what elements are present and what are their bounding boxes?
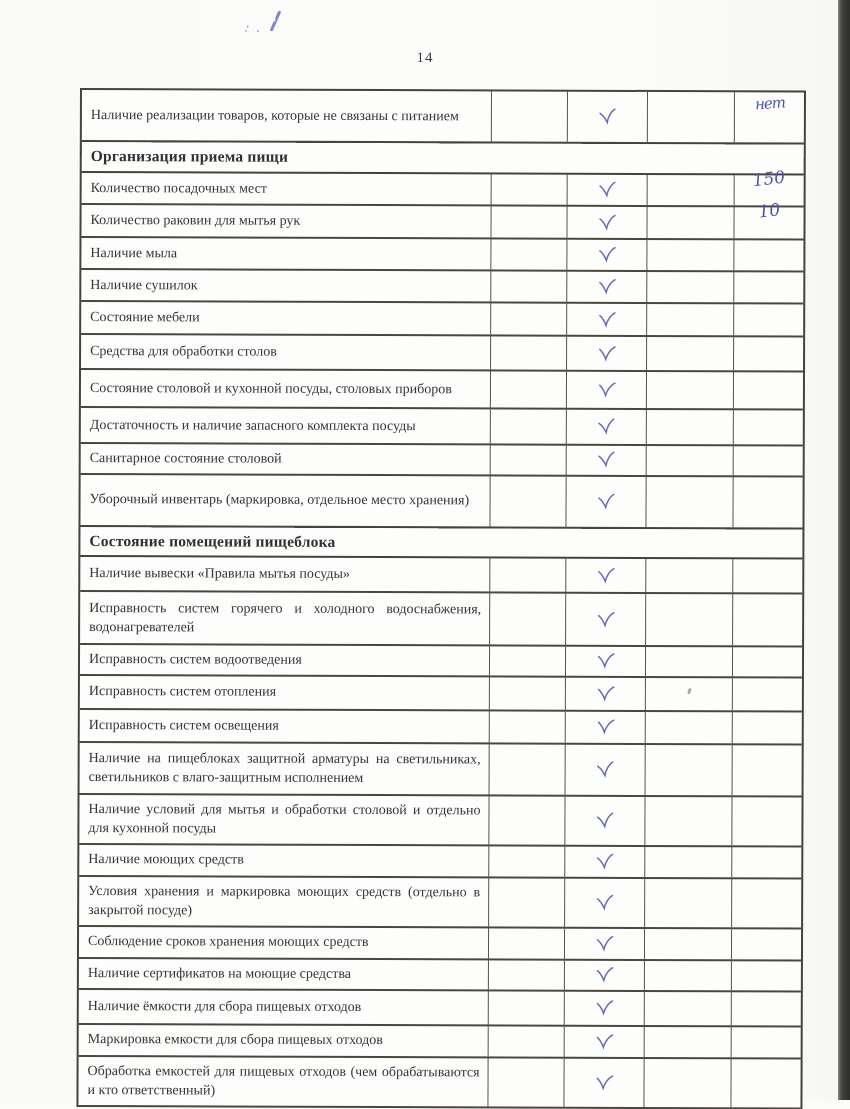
row-label: Исправность систем отопления <box>80 676 490 709</box>
no-cell <box>646 711 733 742</box>
yes-cell <box>491 445 567 474</box>
check-cell <box>566 647 646 676</box>
yes-cell <box>490 646 566 675</box>
section-title: Организация приема пищи <box>90 148 289 166</box>
yes-cell <box>490 558 566 591</box>
value-cell <box>733 647 802 676</box>
yes-cell <box>488 1058 564 1106</box>
handwritten-value: нет <box>753 93 785 114</box>
row-label: Состояние столовой и кухонной посуды, столовых приборов <box>81 370 491 407</box>
checkmark-icon <box>595 1033 614 1050</box>
row-label: Наличие ёмкости для сбора пищевых отходов <box>79 990 489 1024</box>
yes-cell <box>490 677 566 709</box>
checkmark-icon <box>597 418 616 435</box>
value-cell <box>734 240 803 270</box>
no-cell <box>646 559 733 592</box>
row-label: Санитарное состояние столовой <box>81 444 491 474</box>
check-cell <box>565 928 645 958</box>
table-row <box>79 795 801 848</box>
no-cell <box>647 207 734 238</box>
table-row <box>80 743 802 798</box>
value-cell <box>733 745 802 795</box>
no-cell <box>645 878 732 926</box>
yes-cell <box>491 239 567 269</box>
checkmark-icon <box>598 182 616 199</box>
table-row <box>81 238 803 273</box>
checkmark-icon <box>597 345 616 362</box>
value-cell <box>734 446 803 475</box>
inspection-checklist-table <box>76 88 806 1109</box>
checkmark-icon <box>597 311 616 328</box>
row-label: Наличие на пищеблоках защитной арматуры на светильниках, светильников с влаго-защитным исполнением <box>80 743 490 794</box>
check-cell <box>566 677 646 709</box>
handwritten-value: 150 <box>751 167 787 192</box>
yes-cell <box>492 174 568 204</box>
ink-smudge-dots: : · <box>243 19 265 40</box>
checkmark-icon <box>596 611 614 627</box>
scan-speck <box>687 687 692 694</box>
yes-cell <box>491 271 567 301</box>
checkmark-icon <box>596 685 615 702</box>
check-cell <box>566 594 646 645</box>
check-cell <box>567 240 647 270</box>
checkmark-icon <box>596 812 615 829</box>
checkmark-icon <box>596 894 614 910</box>
check-cell <box>567 446 647 475</box>
no-cell <box>646 677 733 709</box>
table-row <box>79 877 801 930</box>
row-label: Достаточность и наличие запасного комплекта посуды <box>81 408 491 443</box>
checkmark-icon <box>598 279 616 295</box>
value-cell <box>734 372 803 408</box>
check-cell <box>565 878 645 926</box>
check-cell <box>566 744 646 794</box>
check-cell <box>567 372 647 408</box>
value-cell <box>733 559 802 592</box>
yes-cell <box>490 744 566 794</box>
check-cell <box>564 1058 644 1106</box>
check-cell <box>566 711 646 742</box>
table-row <box>81 370 803 411</box>
value-cell <box>732 847 801 877</box>
no-cell <box>647 240 734 270</box>
no-cell <box>646 594 733 645</box>
check-cell <box>567 337 647 370</box>
check-cell <box>568 175 648 205</box>
row-label: Средства для обработки столов <box>81 335 491 369</box>
yes-cell <box>490 593 566 644</box>
checkmark-icon <box>598 214 616 230</box>
no-cell <box>648 175 735 205</box>
table-row <box>82 90 804 145</box>
row-label: Наличие моющих средств <box>79 845 489 876</box>
no-cell <box>645 928 732 958</box>
checkmark-icon <box>594 1074 613 1091</box>
checkmark-icon <box>595 967 613 983</box>
value-cell <box>732 797 801 845</box>
checkmark-icon <box>595 999 614 1016</box>
table-row <box>79 927 801 962</box>
scanner-edge-shadow <box>838 0 850 1100</box>
value-cell <box>735 92 804 142</box>
check-cell <box>565 1026 645 1056</box>
yes-cell <box>489 878 565 926</box>
table-row <box>81 270 803 305</box>
checkmark-icon <box>596 718 615 735</box>
check-cell <box>567 410 647 444</box>
section-row <box>82 142 804 176</box>
no-cell <box>646 744 733 794</box>
yes-cell <box>491 303 567 334</box>
row-label: Уборочный инвентарь (маркировка, отдельное место хранения) <box>80 475 490 526</box>
yes-cell <box>489 1026 565 1056</box>
row-label: Наличие вывески «Правила мытья посуды» <box>80 557 490 591</box>
row-label: Состояние мебели <box>81 302 491 334</box>
page-number: 14 <box>416 50 434 66</box>
checkmark-icon <box>596 853 614 870</box>
no-cell <box>645 991 732 1024</box>
table-row <box>79 845 801 880</box>
no-cell <box>645 1026 732 1056</box>
table-row <box>82 167 804 208</box>
yes-cell <box>489 846 565 876</box>
no-cell <box>646 476 733 526</box>
yes-cell <box>492 91 568 141</box>
checkmark-icon <box>598 247 616 263</box>
table-row <box>81 444 803 477</box>
check-cell <box>565 846 645 876</box>
table-row <box>80 475 802 530</box>
row-label: Количество раковин для мытья рук <box>81 205 491 237</box>
value-cell <box>734 272 803 302</box>
yes-cell <box>490 711 566 742</box>
value-cell <box>734 304 803 335</box>
value-cell <box>732 879 801 927</box>
yes-cell <box>489 796 565 844</box>
table-row <box>80 710 802 746</box>
checkmark-icon <box>597 381 616 398</box>
row-label: Наличие мыла <box>81 238 491 269</box>
no-cell <box>647 372 734 408</box>
yes-cell <box>489 991 565 1024</box>
no-cell <box>647 304 734 335</box>
table-row <box>80 557 802 595</box>
row-label: Исправность систем освещения <box>80 710 490 742</box>
yes-cell <box>491 409 567 443</box>
no-cell <box>647 272 734 302</box>
table-row <box>81 200 803 241</box>
yes-cell <box>490 476 566 526</box>
table-row <box>80 592 802 648</box>
table-row <box>79 959 801 993</box>
value-cell <box>733 712 802 743</box>
checkmark-icon <box>598 108 617 125</box>
table-row <box>80 645 802 678</box>
no-cell <box>645 846 732 876</box>
handwritten-value: 10 <box>757 200 781 223</box>
value-cell <box>732 961 801 990</box>
check-cell <box>566 476 646 526</box>
no-cell <box>647 410 734 444</box>
checkmark-icon <box>597 567 615 583</box>
table-row <box>78 1057 800 1109</box>
row-label: Наличие сертификатов на моющие средства <box>79 959 489 989</box>
row-label: Маркировка емкости для сбора пищевых отходов <box>79 1025 489 1056</box>
check-cell <box>567 304 647 335</box>
value-cell <box>734 200 803 238</box>
row-label: Обработка емкостей для пищевых отходов (чем обрабатываются и кто ответственный) <box>78 1057 488 1106</box>
no-cell <box>648 92 735 142</box>
checkmark-icon <box>597 452 616 469</box>
yes-cell <box>491 336 567 369</box>
check-cell <box>567 272 647 302</box>
yes-cell <box>489 928 565 958</box>
value-cell <box>733 477 802 527</box>
row-label: Наличие условий для мытья и обработки столовой и отдельно для кухонной посуды <box>79 795 489 844</box>
row-label: Количество посадочных мест <box>82 173 492 204</box>
table-row <box>81 335 803 373</box>
table-row <box>81 408 803 447</box>
value-cell <box>732 929 801 959</box>
value-cell <box>732 992 801 1025</box>
value-cell <box>734 337 803 370</box>
value-cell <box>733 594 802 645</box>
no-cell <box>645 796 732 844</box>
row-label: Наличие реализации товаров, которые не связаны с питанием <box>82 90 492 141</box>
check-cell <box>565 991 645 1024</box>
check-cell <box>565 960 645 989</box>
table-row <box>80 676 802 713</box>
value-cell <box>734 410 803 444</box>
row-label: Исправность систем горячего и холодного водоснабжения, водонагревателей <box>80 592 490 644</box>
no-cell <box>645 960 732 989</box>
yes-cell <box>489 960 565 989</box>
checkmark-icon <box>595 935 613 951</box>
checkmark-icon <box>597 493 615 510</box>
section-title: Состояние помещений пищеблока <box>89 532 336 551</box>
value-cell <box>732 1027 801 1057</box>
check-cell <box>566 559 646 592</box>
check-cell <box>568 92 648 142</box>
row-label: Наличие сушилок <box>81 270 491 301</box>
row-label: Условия хранения и маркировка моющих средств (отдельно в закрытой посуде) <box>79 877 489 926</box>
section-row <box>80 527 802 560</box>
table-row <box>79 1025 801 1060</box>
checkmark-icon <box>596 653 615 670</box>
yes-cell <box>491 371 567 407</box>
check-cell <box>567 207 647 238</box>
check-cell <box>565 796 645 844</box>
no-cell <box>646 647 733 676</box>
row-label: Соблюдение сроков хранения моющих средств <box>79 927 489 958</box>
table-row <box>81 302 803 338</box>
row-label: Исправность систем водоотведения <box>80 645 490 675</box>
checkmark-icon <box>596 761 615 778</box>
table-row <box>79 990 801 1028</box>
no-cell <box>647 446 734 475</box>
value-cell <box>733 678 802 710</box>
yes-cell <box>491 206 567 237</box>
no-cell <box>647 337 734 370</box>
